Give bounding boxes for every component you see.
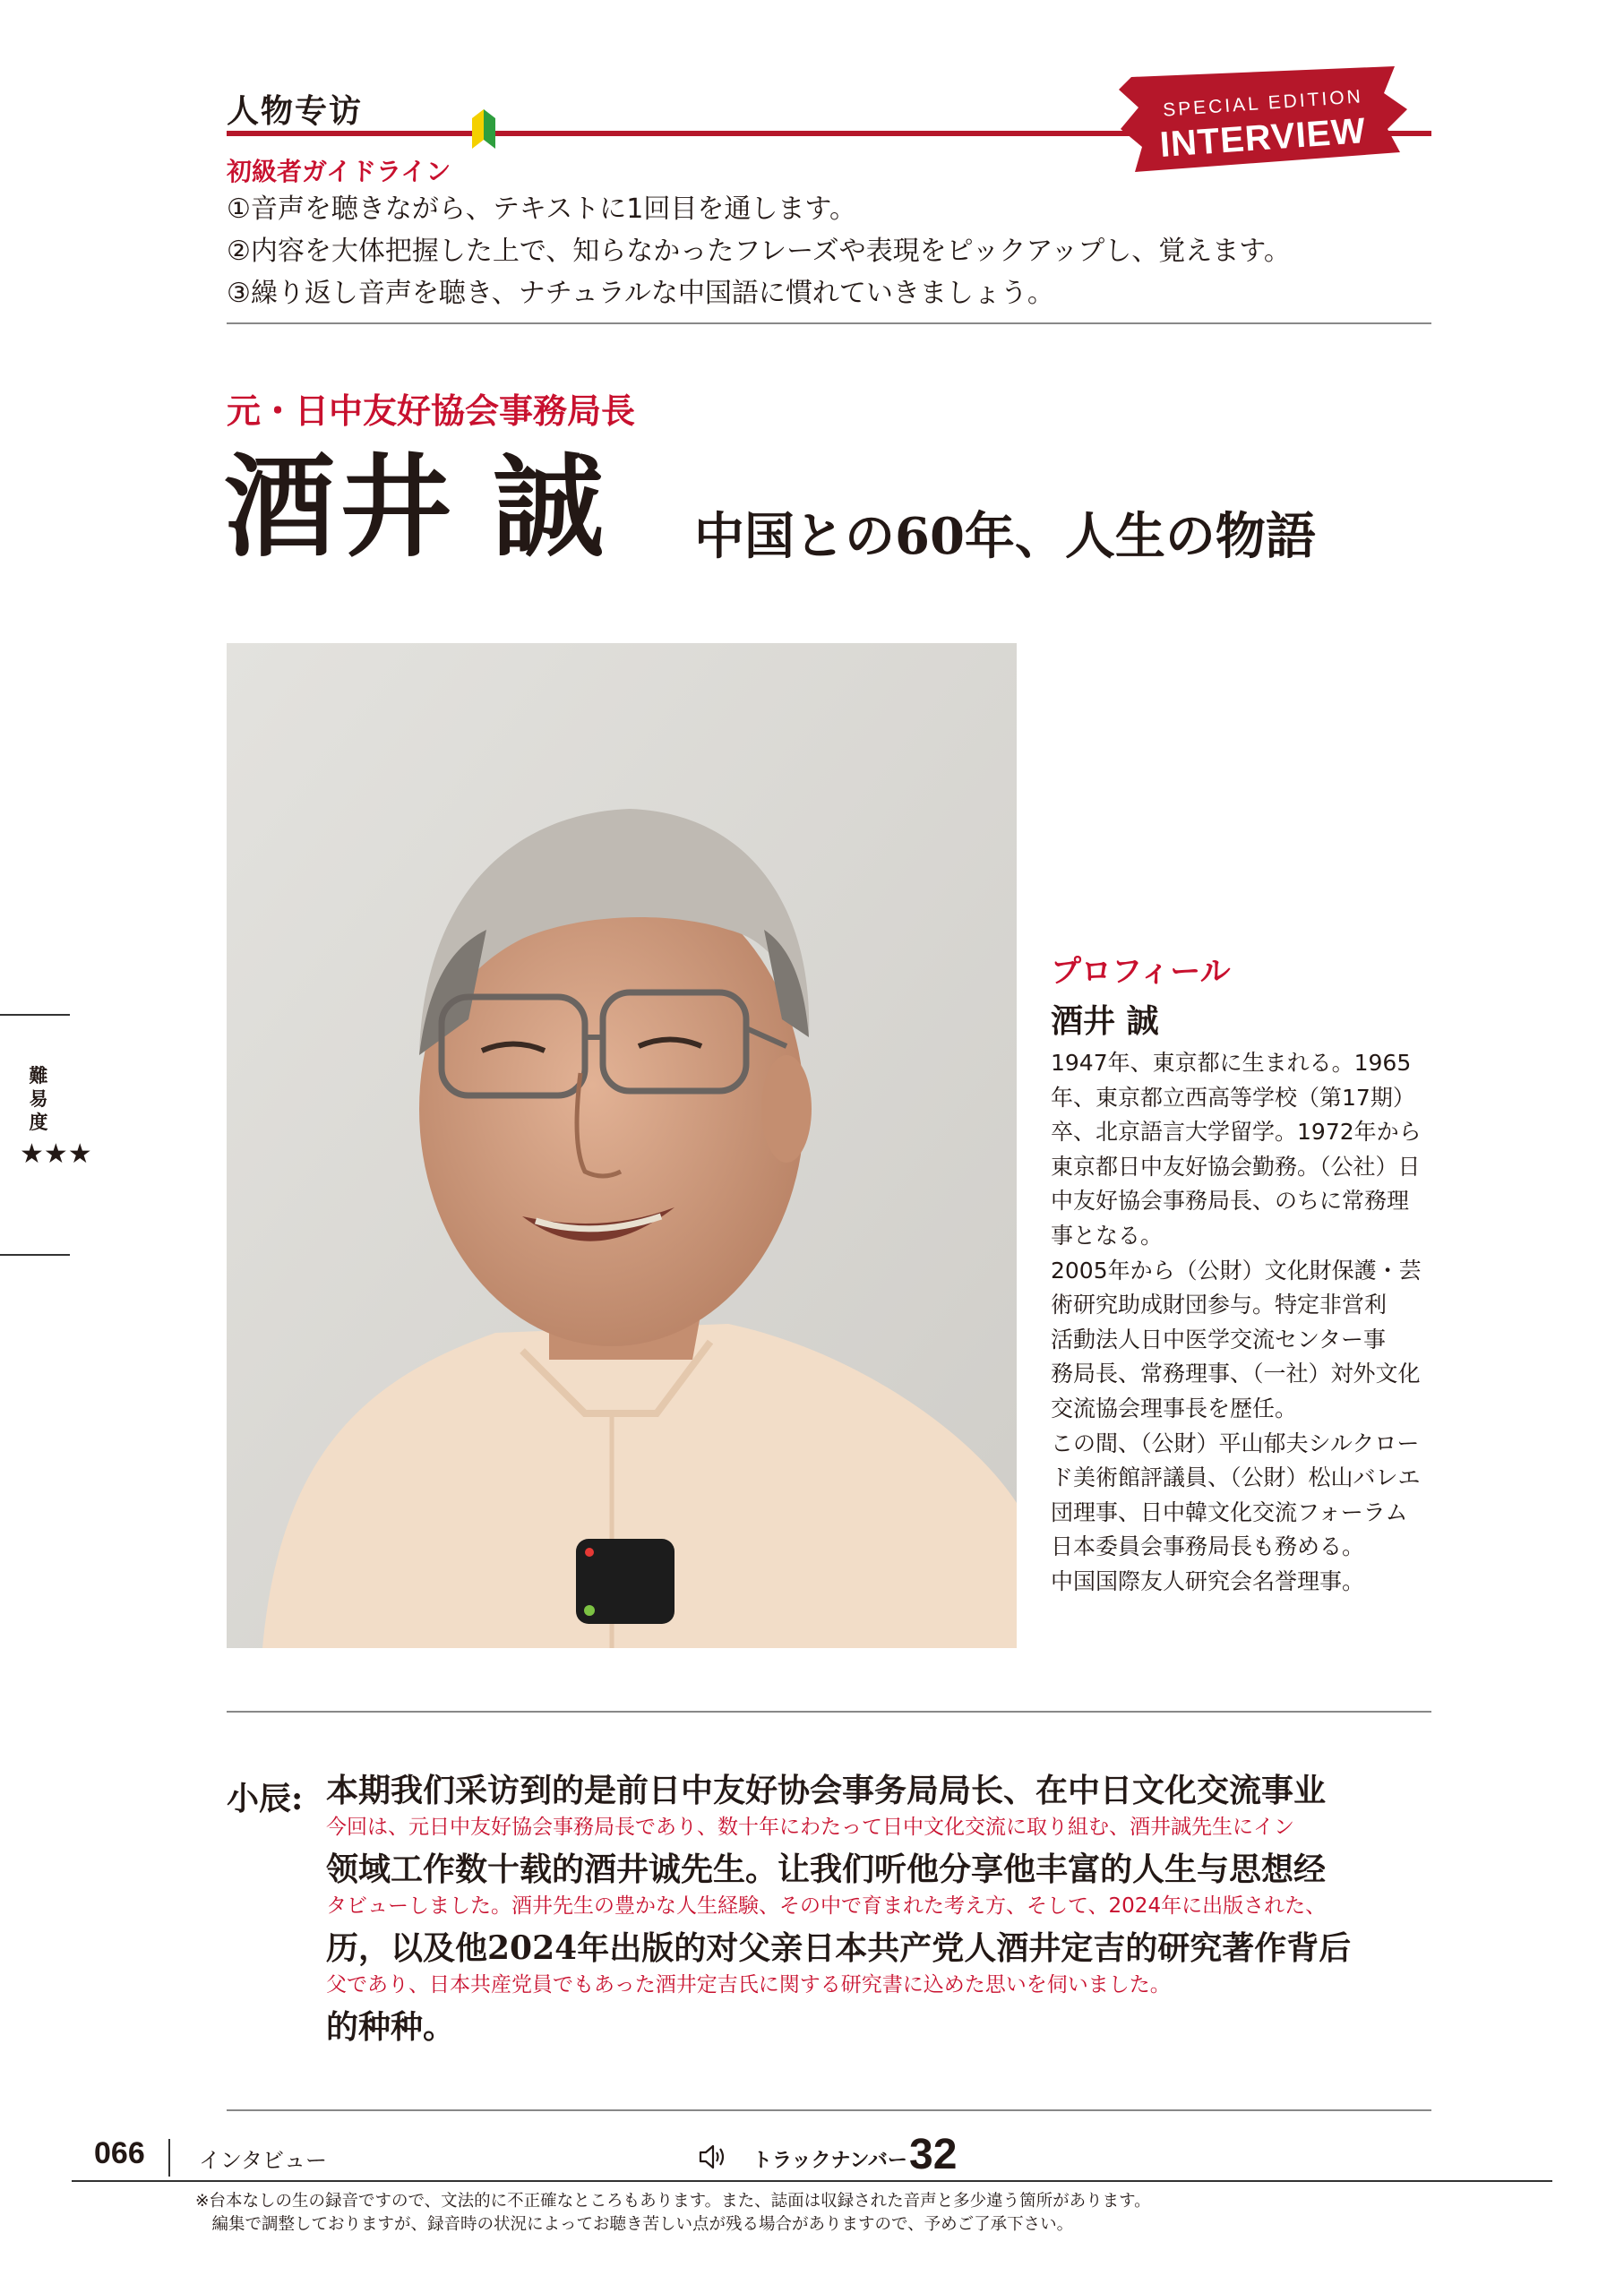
tab-rule-top — [0, 1014, 70, 1016]
profile-line: 1947年、東京都に生まれる。1965 — [1051, 1050, 1412, 1076]
interviewee-role: 元・日中友好協会事務局長 — [227, 391, 636, 431]
chinese-line: 的种种。 — [326, 2008, 456, 2046]
profile-line: 交流協会理事長を歴任。 — [1051, 1395, 1298, 1421]
track-number: 32 — [909, 2131, 958, 2178]
chinese-line: 本期我们采访到的是前日中友好协会事务局局长、在中日文化交流事业 — [326, 1772, 1327, 1809]
footer-section: インタビュー — [199, 2148, 328, 2173]
footer-rule — [72, 2180, 1552, 2182]
interviewee-photo — [227, 643, 1017, 1648]
japanese-translation: タビューしました。酒井先生の豊かな人生経験、その中で育まれた考え方、そして、2024年に出版された、 — [326, 1894, 1327, 1918]
chinese-line: 历，以及他2024年出版的对父亲日本共产党人酒井定吉的研究著作背后 — [326, 1929, 1352, 1967]
speaker-label: 小辰: — [227, 1780, 304, 1817]
footer-separator — [168, 2139, 170, 2177]
section-title: 人物专访 — [227, 93, 364, 130]
beginner-leaf-icon — [470, 106, 497, 152]
profile-line: 術研究助成財団参与。特定非営利 — [1051, 1292, 1388, 1318]
profile-line: 2005年から（公財）文化財保護・芸 — [1051, 1257, 1422, 1284]
profile-line: 中国国際友人研究会名誉理事。 — [1051, 1567, 1365, 1594]
tab-rule-bottom — [0, 1254, 70, 1256]
speaker-audio-icon — [697, 2141, 729, 2173]
difficulty-label: 難易度 — [29, 1065, 48, 1133]
difficulty-tab — [0, 1014, 92, 1256]
name-given: 誠 — [493, 442, 610, 572]
special-edition-badge — [1115, 66, 1411, 172]
divider — [227, 1711, 1431, 1713]
profile-line: 事となる。 — [1051, 1222, 1164, 1249]
profile-line: 日本委員会事務局長も務める。 — [1051, 1533, 1365, 1560]
guide-title: 初級者ガイドライン — [227, 157, 451, 186]
guide-item: ②内容を大体把握した上で、知らなかったフレーズや表現をピックアップし、覚えます。 — [227, 236, 1291, 267]
japanese-translation: 父であり、日本共産党員でもあった酒井定吉氏に関する研究書に込めた思いを伺いました。 — [326, 1973, 1171, 1997]
name-family: 酒井 — [224, 442, 458, 572]
note-line: ※台本なしの生の録音ですので、文法的に不正確なところもあります。また、誌面は収録された音声と多少違う箇所があります。 — [195, 2192, 1151, 2211]
profile-line: 年、東京都立西高等学校（第17期） — [1051, 1084, 1415, 1111]
page-number: 066 — [94, 2136, 145, 2170]
chinese-line: 领域工作数十载的酒井诚先生。让我们听他分享他丰富的人生与思想经 — [326, 1851, 1327, 1888]
profile-line: ド美術館評議員、（公財）松山バレエ — [1051, 1464, 1421, 1491]
guide-item: ③繰り返し音声を聴き、ナチュラルな中国語に慣れていきましょう。 — [227, 278, 1054, 309]
badge-title: INTERVIEW — [1158, 111, 1368, 165]
interviewee-name — [224, 442, 610, 572]
profile-line: 東京都日中友好協会勤務。（公社）日 — [1051, 1153, 1421, 1180]
divider — [227, 322, 1431, 324]
profile-line: 活動法人日中医学交流センター事 — [1051, 1326, 1387, 1353]
difficulty-stars: ★★★ — [20, 1138, 92, 1170]
note-line: 編集で調整しておりますが、録音時の状況によってお聴き苦しい点が残る場合がありますので、予めご了承下さい。 — [195, 2215, 1074, 2234]
profile-heading: プロフィール — [1051, 954, 1231, 990]
dialogue-block — [326, 1769, 1437, 2048]
japanese-translation: 今回は、元日中友好協会事務局長であり、数十年にわたって日中文化交流に取り組む、酒井誠先生にイン — [326, 1816, 1294, 1839]
profile-name: 酒井 誠 — [1051, 1003, 1159, 1040]
recording-note — [195, 2190, 1151, 2237]
badge-subtitle: SPECIAL EDITION — [1162, 86, 1364, 121]
profile-line: この間、（公財）平山郁夫シルクロー — [1051, 1430, 1420, 1456]
guide-list — [227, 188, 1291, 314]
article-subtitle: 中国との60年、人生の物語 — [694, 507, 1316, 566]
profile-line: 務局長、常務理事、（一社）対外文化 — [1051, 1361, 1421, 1387]
profile-line: 中友好協会事務局長、のちに常務理 — [1051, 1188, 1410, 1215]
track-label: トラックナンバー — [752, 2150, 907, 2172]
divider — [227, 2109, 1431, 2111]
profile-line: 団理事、日中韓文化交流フォーラム — [1051, 1499, 1408, 1525]
guide-item: ①音声を聴きながら、テキストに1回目を通します。 — [227, 193, 856, 225]
profile-body — [1051, 1046, 1436, 1600]
profile-line: 卒、北京語言大学留学。1972年から — [1051, 1119, 1422, 1146]
